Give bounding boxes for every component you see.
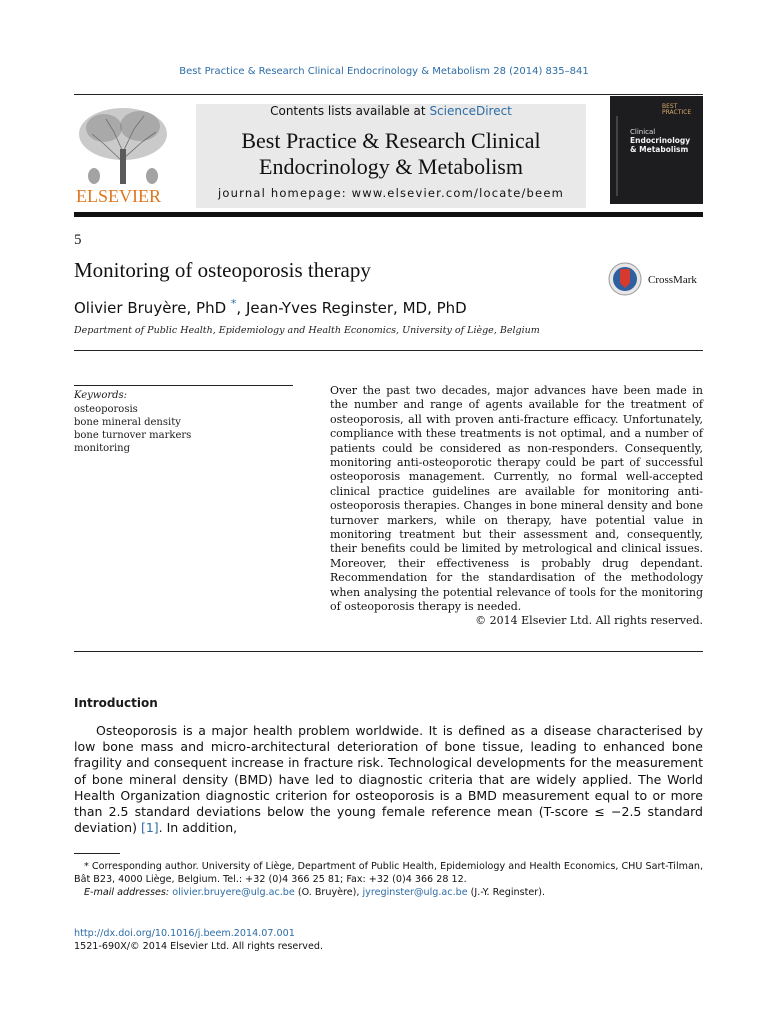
cover-line3: & Metabolism (630, 145, 689, 154)
contents-line (196, 104, 586, 118)
keyword-item: bone turnover markers (74, 430, 192, 441)
affiliation: Department of Public Health, Epidemiology and Health Economics, University of Liège, Belgium (74, 325, 540, 336)
footnote-rule (74, 853, 120, 854)
introduction-body (74, 723, 703, 836)
affiliation-rule (74, 350, 703, 351)
crossmark-label[interactable]: CrossMark (648, 274, 697, 286)
keywords-rule (74, 385, 293, 386)
journal-title-line1: Best Practice & Research Clinical (241, 128, 541, 153)
header-top-rule (74, 94, 703, 95)
journal-title (196, 128, 586, 180)
author-list (74, 297, 467, 317)
abstract-rule (74, 651, 703, 652)
cover-line2: Endocrinology (630, 136, 691, 145)
keyword-item: osteoporosis (74, 404, 138, 415)
cover-stripe (616, 116, 618, 196)
header-bottom-rule (74, 212, 703, 217)
author-2: , Jean-Yves Reginster, MD, PhD (236, 299, 467, 317)
keyword-item: bone mineral density (74, 417, 181, 428)
journal-cover-image (610, 96, 703, 204)
keyword-item: monitoring (74, 443, 131, 454)
issn-copyright: 1521-690X/© 2014 Elsevier Ltd. All rights reserved. (74, 941, 323, 952)
contents-prefix: Contents lists available at (270, 104, 430, 118)
reference-link[interactable]: [1] (140, 820, 159, 836)
abstract-text: Over the past two decades, major advances have been made in the number and range of agents available for the treatment of osteoporosis, all with proven anti-fracture efficacy. Unfortunately, compliance with these treatments is not optimal, and a number of patients could be considered as non-responders. Consequently, monitoring anti-osteoporotic therapy could be part of successful osteoporosis management. Currently, no formal well-accepted clinical practice guidelines are available for monitoring anti-osteoporosis therapies. Changes in bone mineral density and bone turnover markers, while on therapy, have potential value in monitoring treatment but their assessment and, consequently, their benefits could be limited by metrological and clinical issues. Moreover, their effectiveness is probably drug dependant. Recommendation for the standardisation of the methodology when analysing the potential relevance of tools for the monitoring of osteoporosis therapy is needed. (330, 384, 703, 614)
crossmark-icon[interactable] (608, 262, 642, 296)
email-link-reginster[interactable]: jyreginster@ulg.ac.be (362, 887, 468, 899)
author-1: Olivier Bruyère, PhD (74, 299, 231, 317)
email-label: E-mail addresses: (84, 887, 173, 899)
introduction-heading: Introduction (74, 696, 158, 710)
journal-homepage[interactable]: journal homepage: www.elsevier.com/locate/beem (218, 186, 564, 200)
elsevier-logo-text: ELSEVIER (76, 186, 161, 206)
email-name-bruyere: (O. Bruyère), (294, 887, 363, 899)
corresponding-author-marker[interactable]: * (230, 297, 237, 310)
article-title: Monitoring of osteoporosis therapy (74, 258, 371, 282)
abstract-copyright: © 2014 Elsevier Ltd. All rights reserved. (475, 614, 703, 627)
keywords-heading: Keywords: (74, 390, 128, 401)
introduction-text: Osteoporosis is a major health problem worldwide. It is defined as a disease characterised by low bone mass and micro-architectural deterioration of bone tissue, leading to enhanced bone fragility and consequent increase in fracture risk. Technological developments for the measurement of bone mineral density (BMD) have led to diagnostic criteria that are widely applied. The World Health Organization diagnostic criterion for osteoporosis is a BMD measurement equal to or more than 2.5 standard deviations below the young female reference mean (T-score ≤ −2.5 standard deviation) (74, 723, 703, 836)
email-name-reginster: (J.-Y. Reginster). (467, 887, 546, 899)
footnote (74, 860, 703, 900)
corresponding-author-note: * Corresponding author. University of Liège, Department of Public Health, Epidemiology and Health Economics, CHU Sart-Tilman, Bât B23, 4000 Liège, Belgium. Tel.: +32 (0)4 366 25 81; Fax: +32 (0)4 366 28 12. (74, 861, 703, 886)
cover-line1: Clinical (630, 128, 656, 136)
introduction-text-end: . In addition, (158, 820, 238, 836)
journal-title-line2: Endocrinology & Metabolism (259, 154, 523, 179)
elsevier-tree-logo (74, 104, 172, 186)
keywords-list (74, 403, 191, 455)
sciencedirect-link[interactable]: ScienceDirect (429, 104, 512, 118)
email-line (74, 886, 703, 899)
cover-best-label: BEST PRACTICE (662, 103, 692, 116)
doi-link[interactable]: http://dx.doi.org/10.1016/j.beem.2014.07.001 (74, 928, 295, 939)
email-link-bruyere[interactable]: olivier.bruyere@ulg.ac.be (172, 887, 295, 899)
chapter-number: 5 (74, 232, 82, 248)
journal-citation[interactable]: Best Practice & Research Clinical Endocrinology & Metabolism 28 (2014) 835–841 (179, 66, 589, 77)
